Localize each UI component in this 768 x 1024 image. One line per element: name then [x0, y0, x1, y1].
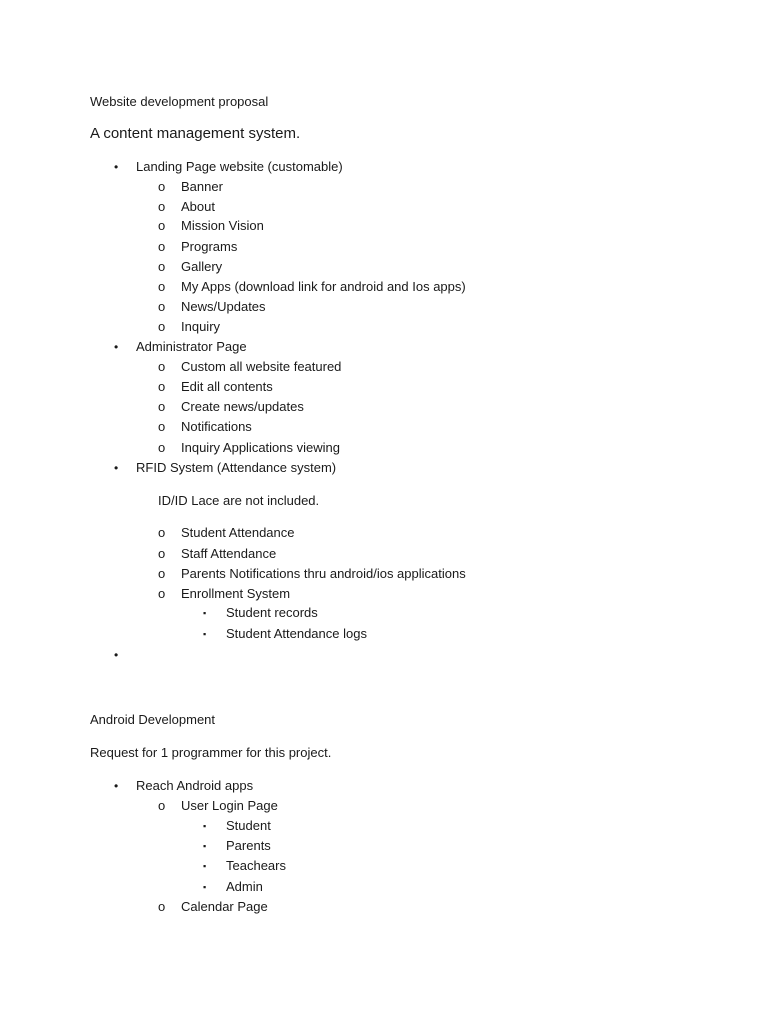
bullet-circle: o	[158, 239, 166, 254]
android-note: Request for 1 programmer for this project.	[90, 745, 332, 760]
list-item: Parents Notifications thru android/ios applications	[181, 566, 466, 581]
document-title: Website development proposal	[90, 94, 269, 109]
list-item: Student Attendance	[181, 525, 295, 540]
list-item: Teachears	[226, 858, 286, 873]
list-item: Inquiry	[181, 319, 221, 334]
bullet-square: ▪	[203, 821, 207, 831]
bullet-circle: o	[158, 798, 166, 813]
list-item: Student Attendance logs	[226, 626, 367, 641]
bullet-circle: o	[158, 546, 166, 561]
bullet-square: ▪	[203, 629, 207, 639]
bullet-circle: o	[158, 399, 166, 414]
bullet-circle: o	[158, 179, 166, 194]
list-item-calendar-page: Calendar Page	[181, 899, 268, 914]
list-item-reach-android-apps: Reach Android apps	[136, 778, 254, 793]
list-item: Edit all contents	[181, 379, 273, 394]
bullet-square: ▪	[203, 861, 207, 871]
list-item-user-login-page: User Login Page	[181, 798, 278, 813]
bullet-circle: o	[158, 199, 166, 214]
bullet-circle: o	[158, 419, 166, 434]
bullet-disc: •	[114, 340, 119, 354]
document-subtitle: A content management system.	[90, 125, 301, 142]
bullet-circle: o	[158, 899, 166, 914]
list-item: My Apps (download link for android and Ios apps)	[181, 279, 466, 294]
bullet-circle: o	[158, 218, 166, 233]
list-item-enrollment-system: Enrollment System	[181, 586, 291, 601]
list-item: About	[181, 199, 215, 214]
list-item: Student records	[226, 605, 318, 620]
bullet-circle: o	[158, 299, 166, 314]
bullet-disc: •	[114, 461, 119, 475]
bullet-disc-empty-item: •	[114, 648, 119, 662]
bullet-disc: •	[114, 160, 119, 174]
list-item: Gallery	[181, 259, 223, 274]
bullet-circle: o	[158, 259, 166, 274]
bullet-circle: o	[158, 319, 166, 334]
android-heading: Android Development	[90, 712, 216, 727]
list-item: Create news/updates	[181, 399, 304, 414]
bullet-circle: o	[158, 440, 166, 455]
list-item: Student	[226, 818, 271, 833]
bullet-square: ▪	[203, 841, 207, 851]
rfid-note: ID/ID Lace are not included.	[158, 493, 320, 508]
bullet-circle: o	[158, 359, 166, 374]
list-item-landing-page: Landing Page website (customable)	[136, 159, 343, 174]
list-item-administrator-page: Administrator Page	[136, 339, 247, 354]
list-item: Admin	[226, 879, 263, 894]
bullet-circle: o	[158, 279, 166, 294]
bullet-circle: o	[158, 525, 166, 540]
bullet-square: ▪	[203, 882, 207, 892]
bullet-disc: •	[114, 779, 119, 793]
list-item: News/Updates	[181, 299, 266, 314]
bullet-circle: o	[158, 586, 166, 601]
list-item: Notifications	[181, 419, 252, 434]
list-item: Parents	[226, 838, 271, 853]
list-item: Custom all website featured	[181, 359, 342, 374]
list-item: Inquiry Applications viewing	[181, 440, 340, 455]
bullet-square: ▪	[203, 608, 207, 618]
list-item: Banner	[181, 179, 223, 194]
list-item-rfid-system: RFID System (Attendance system)	[136, 460, 337, 475]
list-item: Mission Vision	[181, 218, 264, 233]
bullet-circle: o	[158, 566, 166, 581]
bullet-circle: o	[158, 379, 166, 394]
list-item: Staff Attendance	[181, 546, 277, 561]
list-item: Programs	[181, 239, 238, 254]
